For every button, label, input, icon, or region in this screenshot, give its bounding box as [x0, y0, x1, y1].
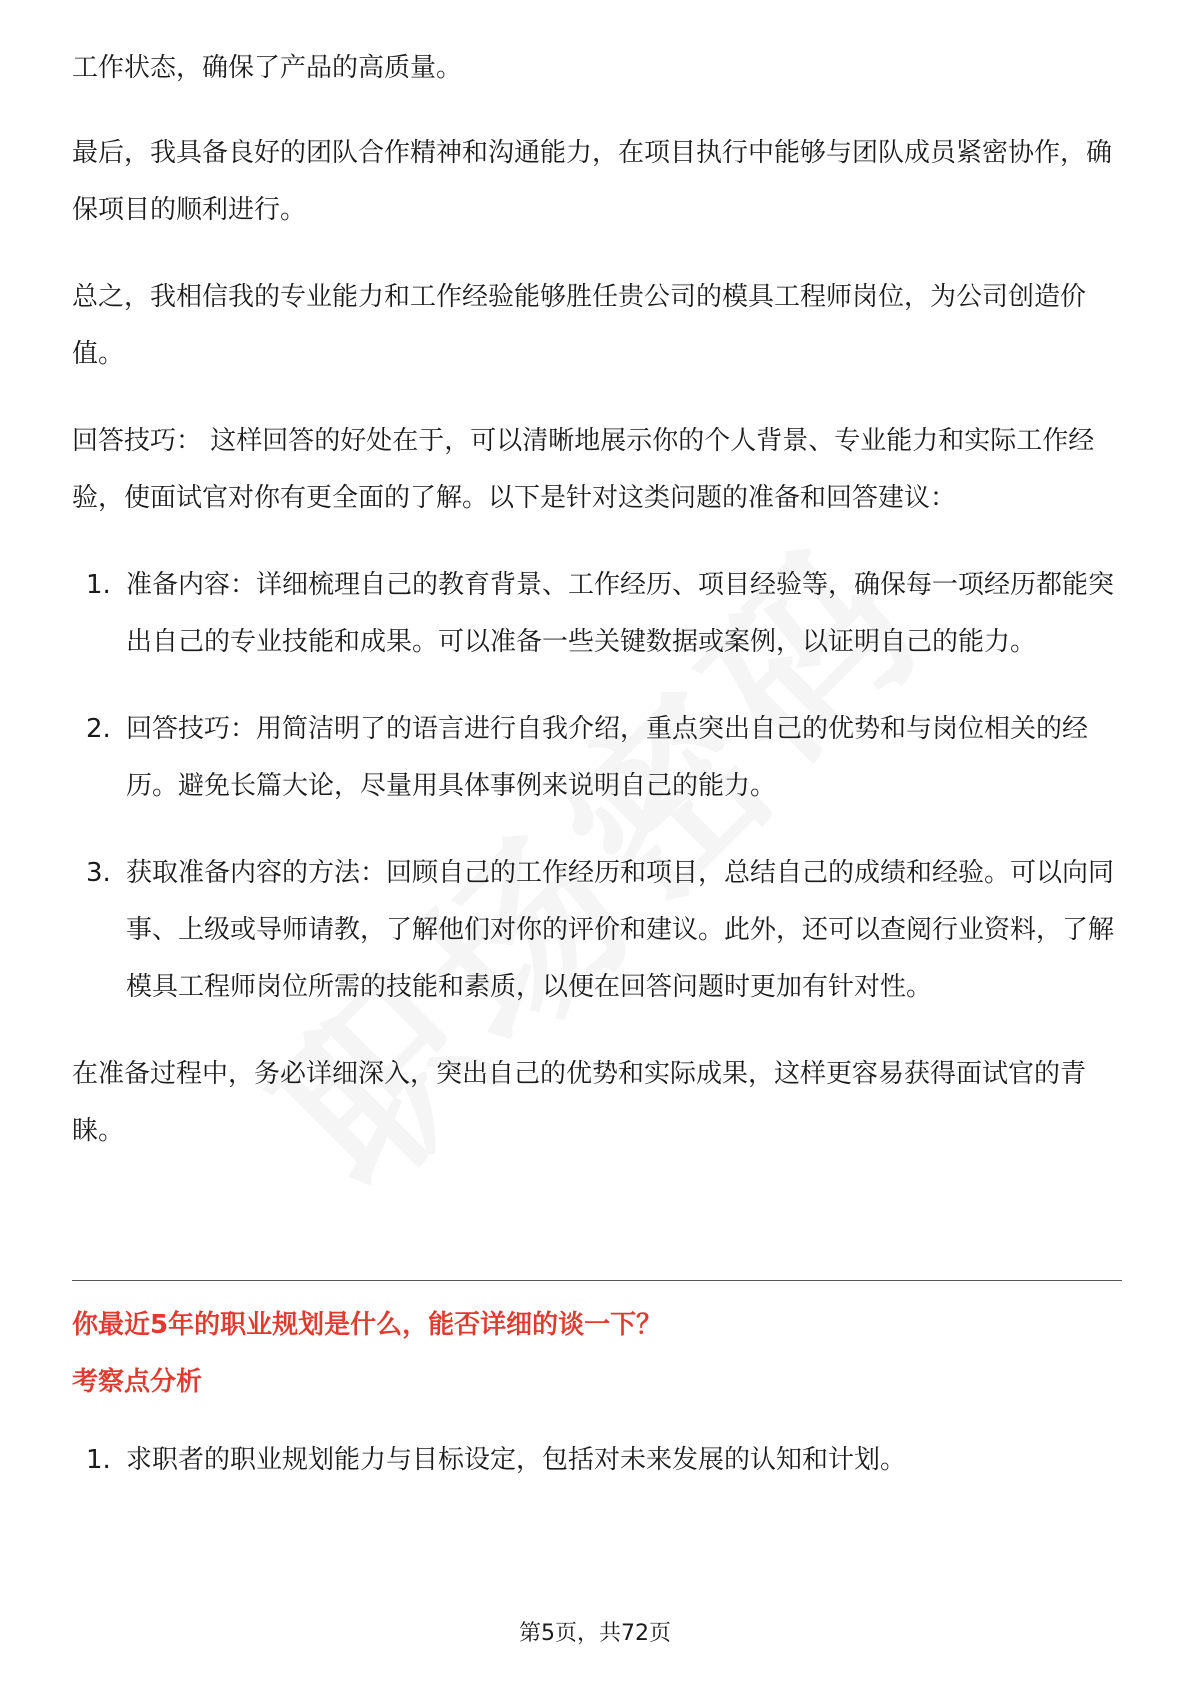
tips-list: [72, 557, 1122, 1016]
list-item: [72, 557, 1122, 671]
list-number: 1.: [86, 1445, 111, 1475]
analysis-heading: 考察点分析: [72, 1367, 203, 1397]
paragraph-2: 最后，我具备良好的团队合作精神和沟通能力，在项目执行中能够与团队成员紧密协作，确保项目的顺利进行。: [72, 138, 1113, 225]
list-item-text: 准备内容：详细梳理自己的教育背景、工作经历、项目经验等，确保每一项经历都能突出自己的专业技能和成果。可以准备一些关键数据或案例，以证明自己的能力。: [126, 570, 1115, 657]
list-item-text: 求职者的职业规划能力与目标设定，包括对未来发展的认知和计划。: [126, 1445, 907, 1475]
list-number: 1.: [86, 570, 111, 600]
closing-paragraph: 在准备过程中，务必详细深入，突出自己的优势和实际成果，这样更容易获得面试官的青睐。: [72, 1059, 1087, 1146]
list-item: [72, 1432, 1122, 1489]
answer-tips-paragraph: 回答技巧： 这样回答的好处在于，可以清晰地展示你的个人背景、专业能力和实际工作经验，使面试官对你有更全面的了解。以下是针对这类问题的准备和回答建议：: [72, 426, 1095, 513]
paragraph-3: 总之，我相信我的专业能力和工作经验能够胜任贵公司的模具工程师岗位，为公司创造价值。: [72, 282, 1087, 369]
analysis-list: [72, 1432, 1122, 1489]
list-number: 3.: [86, 858, 111, 888]
list-item: [72, 701, 1122, 815]
list-number: 2.: [86, 714, 111, 744]
list-item-text: 获取准备内容的方法：回顾自己的工作经历和项目，总结自己的成绩和经验。可以向同事、上级或导师请教，了解他们对你的评价和建议。此外，还可以查阅行业资料，了解模具工程师岗位所需的技能和素质，以便在回答问题时更加有针对性。: [126, 858, 1115, 1002]
paragraph-1: 工作状态，确保了产品的高质量。: [72, 53, 463, 83]
page-footer: 第5页，共72页: [519, 1621, 671, 1646]
main-content: [72, 40, 1122, 1190]
section-divider: [72, 1280, 1122, 1281]
question-heading: 你最近5年的职业规划是什么，能否详细的谈一下？: [72, 1310, 663, 1340]
list-item: [72, 845, 1122, 1016]
list-item-text: 回答技巧：用简洁明了的语言进行自我介绍，重点突出自己的优势和与岗位相关的经历。避免长篇大论，尽量用具体事例来说明自己的能力。: [126, 714, 1089, 801]
